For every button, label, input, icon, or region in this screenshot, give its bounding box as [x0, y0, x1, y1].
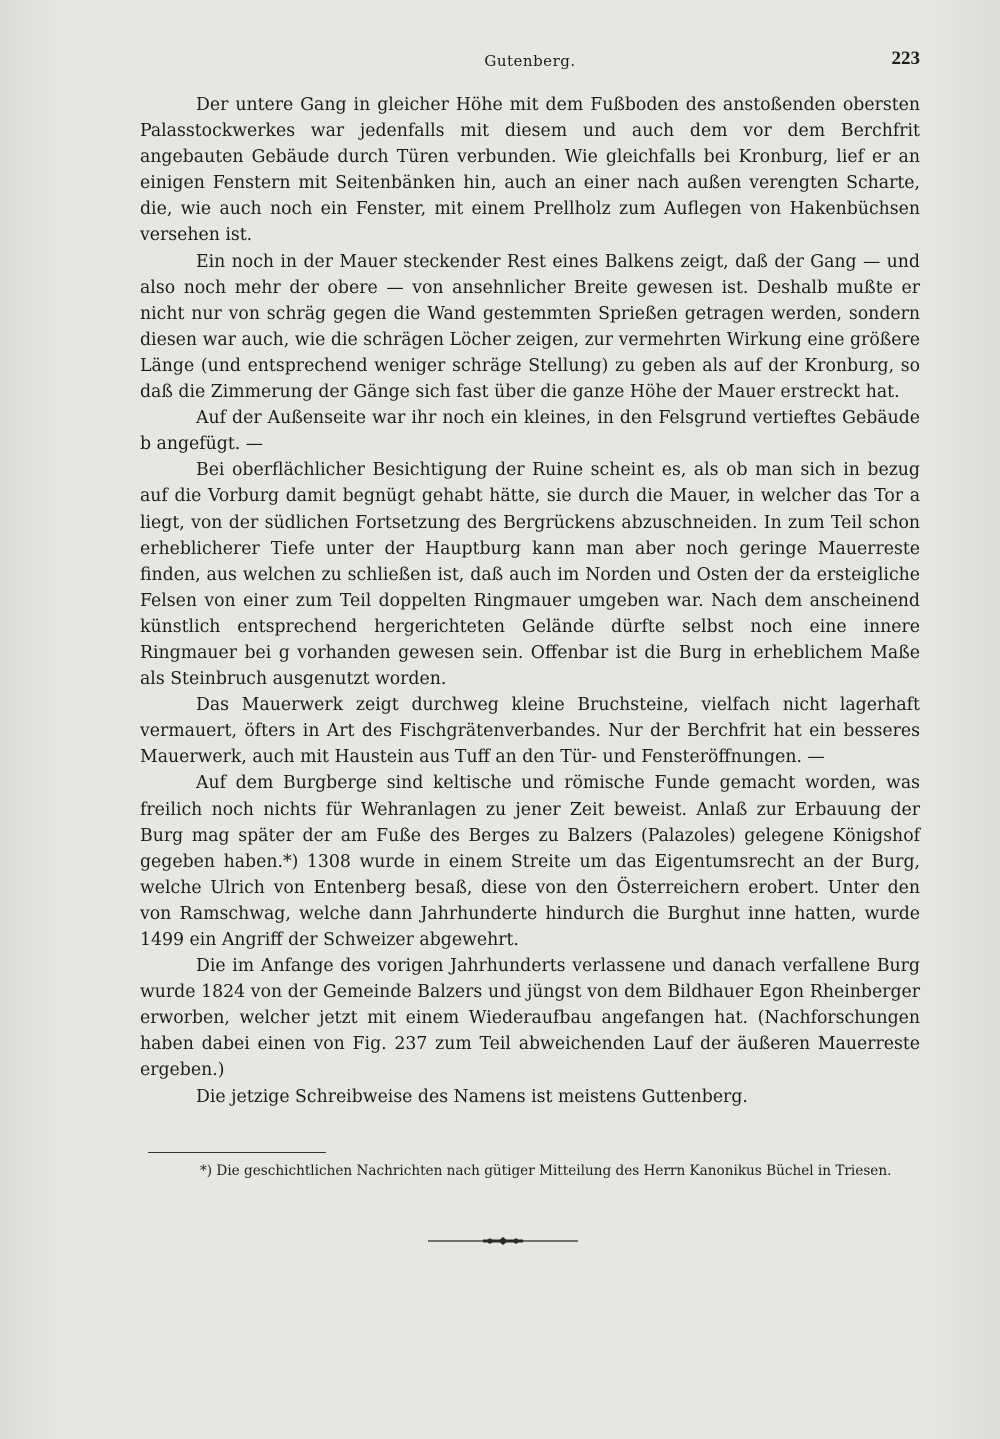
paragraph: Das Mauerwerk zeigt durchweg kleine Bruchsteine, vielfach nicht lagerhaft vermauert, öfters in Art des Fischgrätenverbandes. Nur der Berchfrit hat ein besseres Mauerwerk, auch mit Haustein aus Tuff an den Tür- und Fensteröffnungen. —: [140, 695, 920, 768]
paragraph: Auf der Außenseite war ihr noch ein kleines, in den Felsgrund vertieftes Gebäude b angefügt. —: [140, 408, 920, 455]
page-number: 223: [891, 48, 920, 69]
paragraph: Die jetzige Schreibweise des Namens ist meistens Guttenberg.: [196, 1086, 748, 1107]
paragraph: Auf dem Burgberge sind keltische und römische Funde gemacht worden, was freilich noch nichts für Wehranlagen zu jener Zeit beweist. Anlaß zur Erbauung der Burg mag später der am Fuße des Berges zu Balzers (Palazoles) gelegene Königshof gegeben haben.*) 1308 wurde in einem Streite um das Eigentumsrecht an der Burg, welche Ulrich von Entenberg besaß, diese von den Österreichern erobert. Unter den von Ramschwag, welche dann Jahrhunderte hindurch die Burghut inne hatten, wurde 1499 ein Angriff der Schweizer abgewehrt.: [140, 773, 920, 950]
page-header: [140, 48, 920, 74]
footnote: *) Die geschichtlichen Nachrichten nach gütiger Mitteilung des Herrn Kanonikus Büchel in Triesen.: [200, 1163, 892, 1179]
footnote-rule: [148, 1152, 326, 1153]
running-head: Gutenberg.: [484, 52, 576, 70]
body-text: [140, 92, 920, 1110]
paragraph: Bei oberflächlicher Besichtigung der Ruine scheint es, als ob man sich in bezug auf die Vorburg damit begnügt gehabt hätte, sie durch die Mauer, in welcher das Tor a liegt, von der südlichen Fortsetzung des Bergrückens abzuschneiden. In zum Teil schon erheblicherer Tiefe unter der Hauptburg kann man aber noch geringe Mauerreste finden, aus welchen zu schließen ist, daß auch im Norden und Osten der da ersteigliche Felsen von einer zum Teil doppelten Ringmauer umgeben war. Nach dem anscheinend künstlich entsprechend hergerichteten Gelände dürfte selbst noch eine innere Ringmauer bei g vorhanden gewesen sein. Offenbar ist die Burg in erheblichem Maße als Steinbruch ausgenutzt worden.: [140, 460, 920, 690]
paragraph: Der untere Gang in gleicher Höhe mit dem Fußboden des anstoßenden obersten Palasstockwerkes war jedenfalls mit diesem und auch dem vor dem Berchfrit angebauten Gebäude durch Türen verbunden. Wie gleichfalls bei Kronburg, lief er an einigen Fenstern mit Seitenbänken hin, auch an einer nach außen verengten Scharte, die, wie auch noch ein Fenster, mit einem Prellholz zum Auflegen von Hakenbüchsen versehen ist.: [140, 95, 920, 246]
paragraph: Ein noch in der Mauer steckender Rest eines Balkens zeigt, daß der Gang — und also noch mehr der obere — von ansehnlicher Breite gewesen ist. Deshalb mußte er nicht nur von schräg gegen die Wand gestemmten Sprießen getragen werden, sondern diesen war auch, wie die schrägen Löcher zeigen, zur vermehrten Wirkung eine größere Länge (und entsprechend weniger schräge Stellung) zu geben als auf der Kronburg, so daß die Zimmerung der Gänge sich fast über die ganze Höhe der Mauer erstreckt hat.: [140, 251, 920, 403]
end-ornament-icon: [428, 1234, 578, 1248]
paragraph: Die im Anfange des vorigen Jahrhunderts verlassene und danach verfallene Burg wurde 1824 von der Gemeinde Balzers und jüngst von dem Bildhauer Egon Rheinberger erworben, welcher jetzt mit einem Wiederaufbau angefangen hat. (Nachforschungen haben dabei einen von Fig. 237 zum Teil abweichenden Lauf der äußeren Mauerreste ergeben.): [140, 956, 920, 1081]
